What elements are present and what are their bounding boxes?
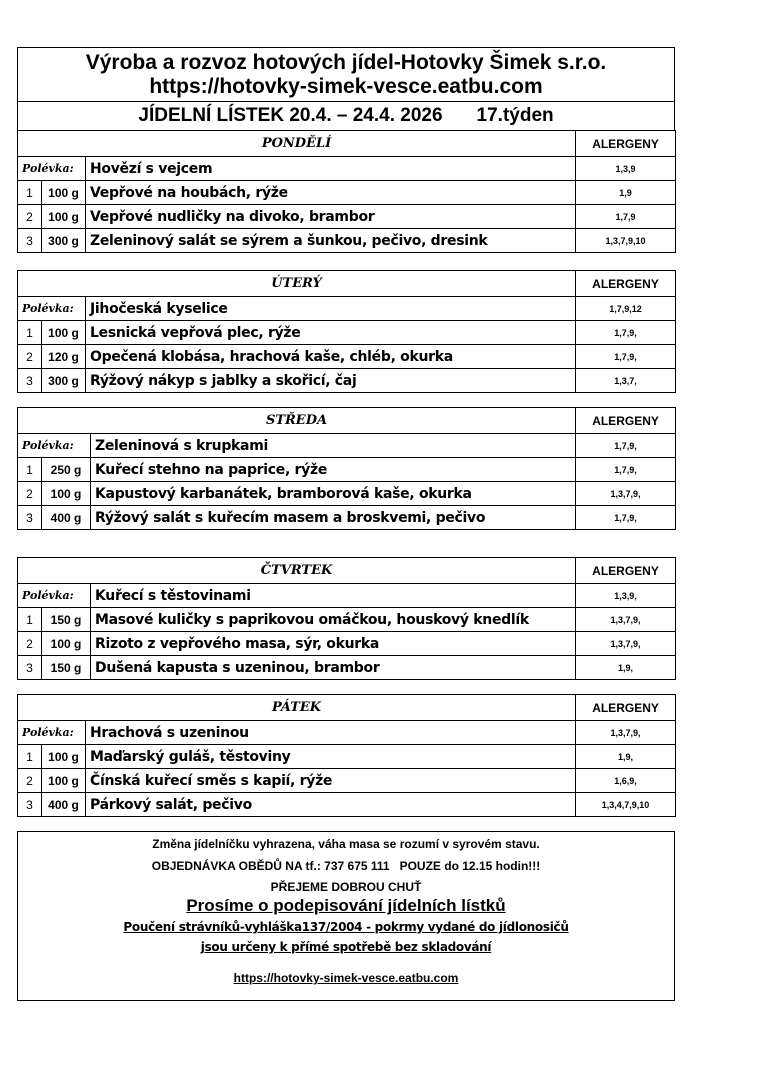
soup-name: Kuřecí s těstovinami (91, 584, 576, 608)
meal-name: Zeleninový salát se sýrem a šunkou, pečivo, dresink (86, 229, 576, 253)
meal-number: 2 (18, 632, 42, 656)
soup-name: Zeleninová s krupkami (91, 434, 576, 458)
meal-weight: 250 g (42, 458, 91, 482)
company-title: Výroba a rozvoz hotových jídel-Hotovky Šimek s.r.o. (85, 51, 607, 74)
company-url[interactable]: https://hotovky-simek-vesce.eatbu.com (149, 75, 543, 98)
meal-allergens: 1,3,4,7,9,10 (576, 793, 676, 817)
soup-row (18, 434, 676, 458)
soup-label: Polévka: (18, 297, 86, 321)
meal-allergens: 1,7,9 (576, 205, 676, 229)
meal-allergens: 1,3,7, (576, 369, 676, 393)
soup-label: Polévka: (18, 721, 86, 745)
day-name: PONDĚLÍ (18, 131, 576, 157)
meal-number: 1 (18, 745, 42, 769)
meal-allergens: 1,9 (576, 181, 676, 205)
meal-weight: 100 g (42, 769, 86, 793)
menu-header (17, 47, 675, 131)
meal-weight: 100 g (42, 181, 86, 205)
day-table-thursday (17, 557, 676, 680)
soup-name: Hovězí s vejcem (86, 157, 576, 181)
meal-weight: 300 g (42, 229, 86, 253)
meal-name: Rýžový salát s kuřecím masem a broskvemi, pečivo (91, 506, 576, 530)
soup-allergens: 1,3,7,9, (576, 721, 676, 745)
soup-name: Hrachová s uzeninou (86, 721, 576, 745)
meal-row (18, 181, 676, 205)
meal-weight: 100 g (42, 745, 86, 769)
meal-weight: 100 g (42, 321, 86, 345)
meal-row (18, 482, 676, 506)
week-number: 17.týden (476, 105, 554, 126)
meal-number: 3 (18, 229, 42, 253)
meal-allergens: 1,3,7,9,10 (576, 229, 676, 253)
soup-row (18, 297, 676, 321)
allergens-header: ALERGENY (576, 131, 676, 157)
meal-name: Čínská kuřecí směs s kapií, rýže (86, 769, 576, 793)
meal-number: 3 (18, 656, 42, 680)
meal-number: 3 (18, 793, 42, 817)
meal-weight: 120 g (42, 345, 86, 369)
meal-row (18, 506, 676, 530)
meal-number: 1 (18, 181, 42, 205)
meal-allergens: 1,9, (576, 745, 676, 769)
soup-row (18, 721, 676, 745)
meal-weight: 150 g (42, 656, 91, 680)
meal-weight: 400 g (42, 506, 91, 530)
allergens-header: ALERGENY (576, 695, 676, 721)
meal-row (18, 345, 676, 369)
allergens-header: ALERGENY (576, 408, 676, 434)
meal-name: Rizoto z vepřového masa, sýr, okurka (91, 632, 576, 656)
meal-weight: 150 g (42, 608, 91, 632)
meal-number: 2 (18, 345, 42, 369)
meal-row (18, 608, 676, 632)
menu-footer (17, 831, 675, 1001)
allergens-header: ALERGENY (576, 558, 676, 584)
meal-allergens: 1,7,9, (576, 345, 676, 369)
meal-name: Rýžový nákyp s jablky a skořicí, čaj (86, 369, 576, 393)
meal-row (18, 229, 676, 253)
soup-label: Polévka: (18, 434, 91, 458)
soup-label: Polévka: (18, 584, 91, 608)
meal-weight: 300 g (42, 369, 86, 393)
meal-number: 2 (18, 482, 42, 506)
soup-row (18, 584, 676, 608)
meal-row (18, 632, 676, 656)
meal-allergens: 1,7,9, (576, 321, 676, 345)
day-name: PÁTEK (18, 695, 576, 721)
meal-row (18, 369, 676, 393)
day-table-friday (17, 694, 676, 817)
meal-name: Dušená kapusta s uzeninou, brambor (91, 656, 576, 680)
menu-date-range: JÍDELNÍ LÍSTEK 20.4. – 24.4. 2026 (138, 105, 443, 126)
meal-row (18, 769, 676, 793)
meal-name: Vepřové nudličky na divoko, brambor (86, 205, 576, 229)
soup-row (18, 157, 676, 181)
meal-number: 1 (18, 608, 42, 632)
meal-name: Kuřecí stehno na paprice, rýže (91, 458, 576, 482)
meal-allergens: 1,7,9, (576, 458, 676, 482)
meal-allergens: 1,3,7,9, (576, 632, 676, 656)
menu-change-note: Změna jídelníčku vyhrazena, váha masa se rozumí v syrovém stavu. (152, 837, 540, 851)
meal-number: 3 (18, 506, 42, 530)
meal-allergens: 1,3,7,9, (576, 608, 676, 632)
order-info: OBJEDNÁVKA OBĚDŮ NA tf.: 737 675 111 POUZE do 12.15 hodin!!! (151, 859, 541, 873)
divider (18, 101, 674, 102)
meal-name: Kapustový karbanátek, bramborová kaše, okurka (91, 482, 576, 506)
meal-weight: 100 g (42, 632, 91, 656)
bon-appetit: PŘEJEME DOBROU CHUŤ (270, 880, 422, 894)
meal-name: Lesnická vepřová plec, rýže (86, 321, 576, 345)
meal-allergens: 1,3,7,9, (576, 482, 676, 506)
meal-row (18, 458, 676, 482)
sign-request: Prosíme o podepisování jídelních lístků (186, 896, 506, 915)
meal-name: Vepřové na houbách, rýže (86, 181, 576, 205)
allergens-header: ALERGENY (576, 271, 676, 297)
meal-row (18, 321, 676, 345)
meal-name: Opečená klobása, hrachová kaše, chléb, okurka (86, 345, 576, 369)
soup-allergens: 1,3,9, (576, 584, 676, 608)
soup-label: Polévka: (18, 157, 86, 181)
regulation-note-2: jsou určeny k přímé spotřebě bez skladování (200, 940, 492, 954)
meal-number: 2 (18, 205, 42, 229)
menu-week-title (18, 103, 674, 129)
meal-weight: 400 g (42, 793, 86, 817)
day-table-tuesday (17, 270, 676, 393)
day-table-wednesday (17, 407, 676, 530)
day-name: STŘEDA (18, 408, 576, 434)
meal-allergens: 1,7,9, (576, 506, 676, 530)
day-name: ČTVRTEK (18, 558, 576, 584)
meal-number: 2 (18, 769, 42, 793)
soup-allergens: 1,7,9, (576, 434, 676, 458)
soup-allergens: 1,3,9 (576, 157, 676, 181)
meal-allergens: 1,6,9, (576, 769, 676, 793)
regulation-note-1: Poučení strávníků-vyhláška137/2004 - pokrmy vydané do jídlonosičů (123, 920, 569, 934)
day-name: ÚTERÝ (18, 271, 576, 297)
meal-allergens: 1,9, (576, 656, 676, 680)
day-table-monday (17, 130, 676, 253)
meal-name: Párkový salát, pečivo (86, 793, 576, 817)
footer-url-link[interactable]: https://hotovky-simek-vesce.eatbu.com (233, 971, 459, 985)
meal-row (18, 656, 676, 680)
meal-name: Masové kuličky s paprikovou omáčkou, houskový knedlík (91, 608, 576, 632)
soup-allergens: 1,7,9,12 (576, 297, 676, 321)
meal-number: 3 (18, 369, 42, 393)
meal-row (18, 205, 676, 229)
meal-name: Maďarský guláš, těstoviny (86, 745, 576, 769)
meal-row (18, 793, 676, 817)
meal-weight: 100 g (42, 482, 91, 506)
soup-name: Jihočeská kyselice (86, 297, 576, 321)
meal-weight: 100 g (42, 205, 86, 229)
meal-number: 1 (18, 458, 42, 482)
meal-row (18, 745, 676, 769)
meal-number: 1 (18, 321, 42, 345)
